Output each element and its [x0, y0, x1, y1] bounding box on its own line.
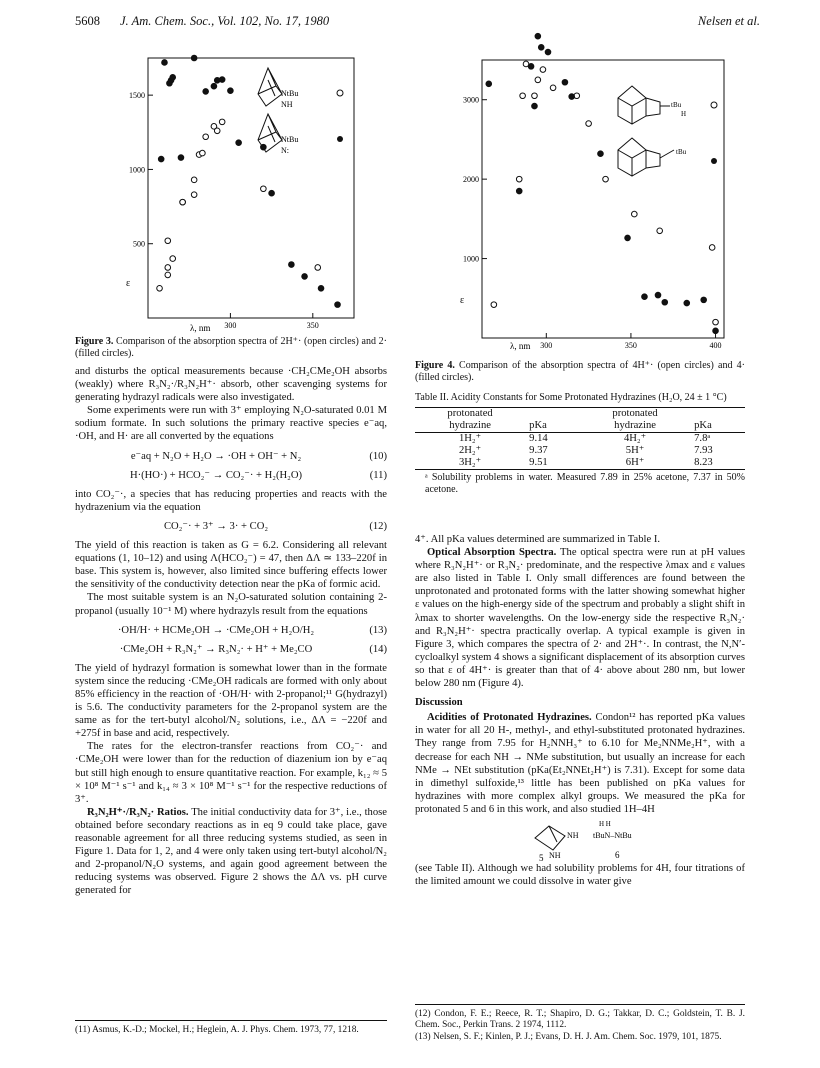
col-header: hydrazine [415, 420, 525, 433]
data-point-open [261, 186, 267, 192]
data-point-open [520, 93, 526, 99]
data-point-filled [598, 151, 604, 157]
table-2-title: Table II. Acidity Constants for Some Protonated Hydrazines (H₂O, 24 ± 1 °C) [415, 392, 727, 403]
data-point-filled [535, 33, 541, 39]
data-point-filled [178, 155, 184, 161]
structure-2H-icon [258, 68, 282, 106]
equation-10: e⁻aq + N₂O + H₂O → ·OH + OH⁻ + N₂ (10) [130, 450, 387, 462]
y-tick-label: 1000 [463, 254, 479, 264]
figure-3-chart [118, 56, 362, 333]
left-column-text [75, 365, 387, 897]
x-tick-label: 300 [540, 341, 553, 350]
legend-open-circle-icon [711, 102, 717, 108]
paragraph: The yield of this reaction is taken as G = 6.2. Considering all relevant equations (1, 10–12) and using Λ(HCO₂⁻) = 47, then ΔΛ ≃ 133–220f in base. This system is, however, also limited since buffering effects lower the sensitivity of the conductivity detection near the pKa of formic acid. [75, 540, 387, 591]
data-point-filled [158, 156, 164, 162]
data-point-open [165, 272, 171, 278]
data-point-open [170, 256, 176, 262]
structure-2-icon [258, 114, 282, 152]
svg-text:NH: NH [567, 830, 579, 840]
data-point-open [603, 176, 609, 182]
paragraph: and disturbs the optical measurements because ·CH₂CMe₂OH absorbs (weakly) where R₃N₂·/R₃N₂H⁺· absorb, other scavenging systems for generating hydrazyl radicals were also investigated. [75, 366, 387, 404]
data-point-open [214, 128, 220, 134]
table-2 [415, 392, 745, 496]
col-header: hydrazine [580, 420, 690, 433]
equation-14: ·CMe₂OH + R₃N₂⁺ → R₃N₂· + H⁺ + Me₂CO (14) [119, 643, 387, 655]
data-point-filled [528, 64, 534, 70]
data-point-open [532, 93, 538, 99]
y-axis-label: ε [460, 295, 465, 306]
data-point-filled [625, 235, 631, 241]
data-point-filled [642, 294, 648, 300]
data-point-open [657, 228, 663, 234]
svg-text:H H: H H [599, 819, 611, 828]
svg-text:NH: NH [549, 850, 561, 860]
data-point-filled [532, 103, 538, 109]
data-point-filled [569, 94, 575, 100]
x-tick-label: 400 [709, 341, 722, 350]
data-point-open [203, 134, 209, 140]
data-point-open [180, 199, 186, 205]
legend-filled-circle-icon [711, 158, 717, 164]
y-tick-label: 500 [133, 239, 145, 249]
data-point-filled [289, 262, 295, 268]
data-point-open [586, 121, 592, 127]
structures-5-6 [415, 816, 745, 862]
data-point-filled [191, 55, 197, 61]
legend-filled-circle-icon [337, 136, 343, 142]
legend-open-circle-icon [337, 90, 343, 96]
data-point-open [535, 77, 541, 83]
footnote-11: (11) Asmus, K.-D.; Mockel, H.; Heglein, A. J. Phys. Chem. 1973, 77, 1218. [75, 1020, 387, 1036]
data-point-open [540, 67, 546, 73]
struct4-filled-label: tBu [676, 148, 687, 156]
data-point-filled [318, 285, 324, 291]
data-point-filled [236, 140, 242, 146]
paragraph: 4⁺. All pKa values determined are summarized in Table I. [415, 534, 660, 545]
data-point-filled [203, 89, 209, 95]
data-point-filled [538, 44, 544, 50]
y-tick-label: 2000 [463, 175, 479, 185]
y-tick-label: 1500 [129, 91, 145, 101]
structure-4-icon [618, 138, 674, 176]
footnotes-12-13: (12) Condon, F. E.; Reece, R. T.; Shapiro, D. G.; Takkar, D. C.; Goldstein, T. B. J. Chem. Soc., Perkin Trans. 2 1974, 1112. (13) Nelsen, S. F.; Kinlen, P. J.; Evans, D. H. J. Am. Chem. Soc. 1979, 101, 1875. [415, 1004, 745, 1043]
plot-frame [148, 58, 354, 318]
y-tick-label: 3000 [463, 95, 479, 105]
figure-3-caption: Figure 3. Comparison of the absorption spectra of 2H⁺· (open circles) and 2· (filled circles). [75, 336, 387, 359]
data-point-open [632, 211, 638, 217]
table-row: 1H₂⁺ 9.14 4H₂⁺ 7.8ᵃ [458, 433, 711, 444]
col-header: pKa [525, 420, 580, 433]
struct4-open-label2: H [681, 110, 687, 118]
x-axis-label: λ, nm [510, 341, 531, 351]
data-point-open [191, 192, 197, 198]
x-axis-label: λ, nm [190, 323, 211, 333]
paragraph: The yield of hydrazyl formation is somewhat lower than in the formate system since the reducing ·CMe₂OH radicals are formed with only about 85% efficiency in the reaction of ·OH/H· with 2-propanol;¹¹ G(hydrazyl) is 5.6. The conductivity parameters for the 2-propanol system are the same as for the tert-butyl alcohol/N₂ solutions, i.e., ΔΛ = −220f and +275f in base and acid, respectively. [75, 662, 387, 740]
data-point-filled [713, 328, 719, 334]
col-header: protonated [580, 408, 690, 421]
data-point-open [550, 85, 556, 91]
paragraph: (see Table II). Although we had solubility problems for 4H, four titrations of the limited amount we could dissolve in water give [415, 862, 745, 888]
paragraph: into CO₂⁻·, a species that has reducing properties and reacts with the hydrazenium via the equation [75, 488, 387, 513]
data-point-open [709, 245, 715, 251]
struct3-filled-label2: N: [281, 146, 289, 155]
equation-12: CO₂⁻· + 3⁺ → 3· + CO₂ (12) [163, 520, 387, 532]
struct3-open-label2: NH [281, 100, 293, 109]
data-point-open [165, 265, 171, 271]
data-point-open [165, 238, 171, 244]
data-point-open [191, 177, 197, 183]
structure-4H-icon [618, 86, 670, 124]
data-point-filled [545, 49, 551, 55]
data-point-open [491, 302, 497, 308]
col-header: protonated [415, 408, 525, 421]
paragraph: Some experiments were run with 3⁺ employing N₂O-saturated 0.01 M sodium formate. In such solutions the primary reactive species e⁻aq, ·OH, and H· are all converted by the equations [75, 405, 387, 443]
struct3-filled-label: NtBu [281, 135, 299, 144]
figure-4-caption: Figure 4. Comparison of the absorption spectra of 4H⁺· (open circles) and 4· (filled circles). [415, 360, 745, 383]
data-point-filled [228, 88, 234, 94]
data-point-filled [662, 299, 668, 305]
data-point-filled [335, 302, 341, 308]
data-point-filled [211, 83, 217, 89]
data-point-filled [162, 60, 168, 66]
equation-11: H·(HO·) + HCO₂⁻ → CO₂⁻· + H₂(H₂O) (11) [129, 469, 387, 481]
x-tick-label: 350 [624, 341, 637, 350]
plot-frame [482, 60, 724, 338]
x-tick-label: 300 [224, 321, 237, 330]
struct3-open-label: NtBu [281, 89, 299, 98]
data-point-filled [516, 188, 522, 194]
data-point-filled [219, 77, 225, 83]
data-point-open [713, 319, 719, 325]
table-2-footnote: ᵃ Solubility problems in water. Measured 7.89 in 25% acetone, 7.37 in 50% acetone. [425, 472, 745, 495]
col-header: pKa [690, 420, 745, 433]
table-row: 2H₂⁺ 9.37 5H⁺ 7.93 [458, 445, 713, 456]
data-point-filled [269, 190, 275, 196]
struct4-open-label: tBu [671, 101, 682, 109]
y-axis-label: ε [126, 278, 131, 289]
data-point-open [315, 265, 321, 271]
paragraph: The most suitable system is an N₂O-saturated solution containing 2-propanol (usually 10⁻¹ M) where hydrazyls result from the equations [75, 592, 387, 617]
structure-5-icon [415, 816, 745, 862]
paragraph: Acidities of Protonated Hydrazines. Condon¹² has reported pKa values in water for all 20 H-, methyl-, and ethyl-substituted protonated hydrazines. They range from 7.95 for H₂NNH₃⁺ to 6.10 for Me₂NNMe₂H⁺, with a decrease for each NH → NMe substitution, but usually an increase for each NMe → NEt substitution (pKa(Et₂NNEt₂H⁺) is 7.31). Except for some data in dimethyl sulfoxide,¹³ little has been published on pKa values for hydrazines with more complex alkyl groups. We measured the pKa for protonated 5 and 6 in this work, and also studied 1H–4H [415, 712, 745, 815]
data-point-open [200, 150, 206, 156]
paragraph: R₃N₂H⁺·/R₃N₂· Ratios. The initial conductivity data for 3⁺, i.e., those obtained before secondary reactions as in eq 9 could take place, gave reasonable agreement for all three reducing systems studied, as seen in Figure 1. Data for 1, 2, and 4 were only taken using tert-butyl alcohol/N₂ and 2-propanol/N₂O systems, and again good agreement between the reducing systems was observed. Figure 2 shows the ΔΛ vs. pH curve generated for [75, 806, 387, 897]
data-point-open [516, 176, 522, 182]
data-point-filled [701, 297, 707, 303]
equation-13: ·OH/H· + HCMe₂OH → ·CMe₂OH + H₂O/H₂ (13) [117, 624, 387, 636]
figure-4-chart [452, 58, 732, 350]
x-tick-label: 350 [306, 321, 319, 330]
section-heading: Discussion [415, 697, 463, 709]
svg-text:tBuN–NtBu: tBuN–NtBu [593, 830, 632, 840]
data-point-filled [486, 81, 492, 87]
data-point-filled [302, 274, 308, 280]
running-authors: Nelsen et al. [697, 14, 760, 28]
page-number: 5608 [75, 14, 100, 28]
data-point-filled [562, 79, 568, 85]
data-point-open [219, 119, 225, 125]
paragraph: Optical Absorption Spectra. The optical spectra were run at pH values where R₃N₂H⁺· or R₃N₂· predominate, and the respective λmax and ε values are also listed in Table I. Only small differences are found between the unprotonated and protonated forms with the latter showing somewhat higher ε values on the high-energy side of the spectrum and probably a slight shift in λmax to shorter wavelengths. On the low-energy side the respective R₃N₂· and R₃N₂H⁺· spectra practically overlap. A typical example is given in Figure 3, which compares the spectra of 2· and 2H⁺·. In contrast, the N,N′-cycloalkyl system 4 shows a significant displacement of its absorption curves so that ε of 4H⁺· is greater than that of 4· above about 280 nm, but lower below 280 nm (Figure 4). [415, 547, 745, 690]
data-point-filled [170, 75, 176, 81]
y-tick-label: 1000 [129, 165, 145, 175]
svg-text:5: 5 [539, 852, 544, 863]
journal-citation: J. Am. Chem. Soc., Vol. 102, No. 17, 1980 [120, 14, 330, 28]
data-point-filled [684, 300, 690, 306]
table-row: 3H₂⁺ 9.51 6H⁺ 8.23 [415, 457, 745, 470]
right-column-text [415, 533, 745, 888]
data-point-filled [655, 292, 661, 298]
svg-text:6: 6 [615, 849, 620, 860]
data-point-open [157, 285, 163, 291]
paragraph: The rates for the electron-transfer reactions from CO₂⁻· and ·CMe₂OH were lower than for the reduction of diazenium ion by e⁻aq but still high enough to ensure quantitative reaction. For example, k₁₂ ≈ 5 × 10⁸ M⁻¹ s⁻¹ and k₁₄ ≈ 3 × 10⁸ M⁻¹ s⁻¹ for the respective reductions of 3⁺. [75, 741, 387, 805]
